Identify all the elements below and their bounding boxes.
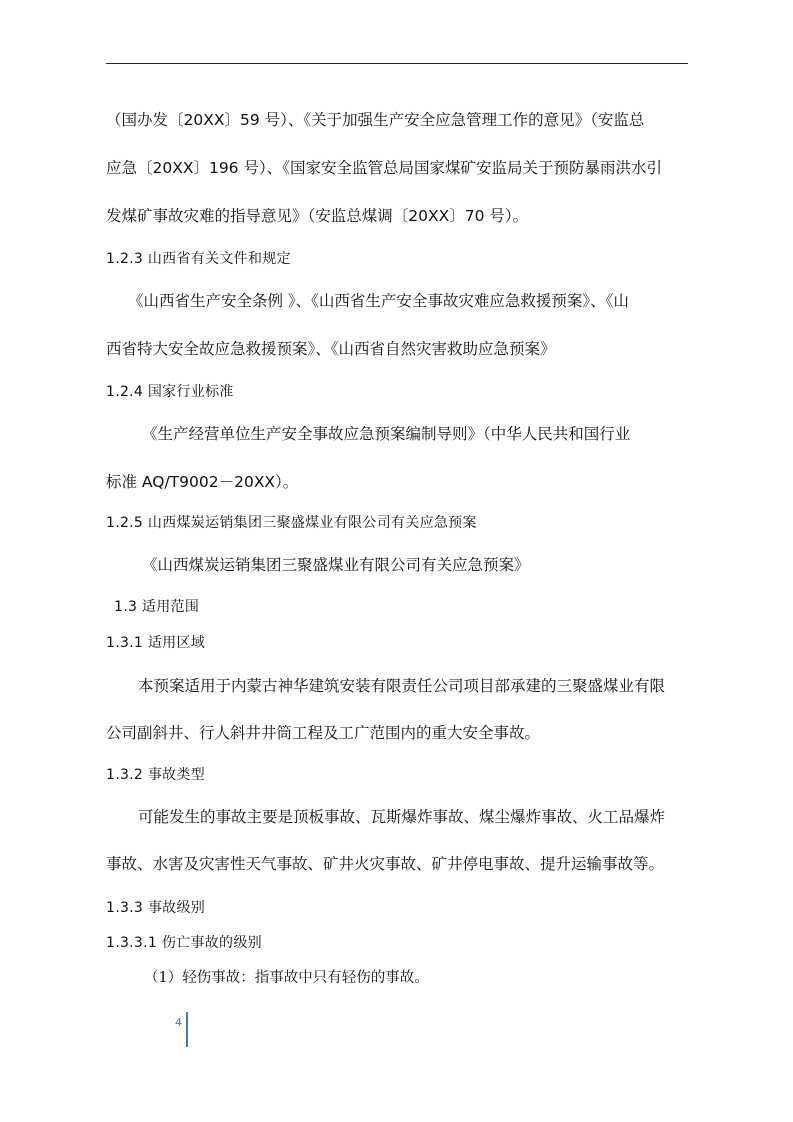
- body-text-line: 标准 AQ/T9002－20XX）。: [106, 473, 299, 491]
- body-text-line: 公司副斜井、行人斜井井筒工程及工广范围内的重大安全事故。: [106, 724, 541, 742]
- section-heading-1-3-2: 1.3.2 事故类型: [106, 767, 206, 783]
- section-heading-1-2-5: 1.2.5 山西煤炭运销集团三聚盛煤业有限公司有关应急预案: [106, 515, 477, 531]
- page-number-bar: [186, 1012, 188, 1047]
- header-rule: [106, 63, 688, 64]
- body-text-line: 事故、水害及灾害性天气事故、矿井火灾事故、矿井停电事故、提升运输事故等。: [106, 855, 665, 873]
- section-heading-1-2-4: 1.2.4 国家行业标准: [106, 384, 234, 400]
- body-text-line: 《山西省生产安全条例 》、《山西省生产安全事故灾难应急救援预案》、《山: [128, 292, 629, 310]
- list-item: （1）轻伤事故：指事故中只有轻伤的事故。: [144, 970, 429, 986]
- section-heading-1-3: 1.3 适用范围: [114, 599, 200, 615]
- section-heading-1-3-3-1: 1.3.3.1 伤亡事故的级别: [106, 935, 262, 951]
- body-text-line: 本预案适用于内蒙古神华建筑安装有限责任公司项目部承建的三聚盛煤业有限: [138, 677, 666, 695]
- page-number: 4: [175, 1016, 182, 1029]
- body-text-line: 应急〔20XX〕196 号）、《国家安全监管总局国家煤矿安监局关于预防暴雨洪水引: [106, 159, 662, 177]
- body-text-line: （国办发〔20XX〕59 号）、《关于加强生产安全应急管理工作的意见》（安监总: [106, 111, 645, 129]
- body-text-line: 《生产经营单位生产安全事故应急预案编制导则》（中华人民共和国行业: [142, 425, 631, 443]
- section-heading-1-2-3: 1.2.3 山西省有关文件和规定: [106, 251, 291, 267]
- section-heading-1-3-3: 1.3.3 事故级别: [106, 900, 206, 916]
- section-heading-1-3-1: 1.3.1 适用区域: [106, 635, 206, 651]
- body-text-line: 可能发生的事故主要是顶板事故、瓦斯爆炸事故、煤尘爆炸事故、火工品爆炸: [138, 808, 666, 826]
- body-text-line: 《山西煤炭运销集团三聚盛煤业有限公司有关应急预案》: [142, 556, 530, 574]
- body-text-line: 发煤矿事故灾难的指导意见》（安监总煤调〔20XX〕70 号）。: [106, 207, 529, 225]
- body-text-line: 西省特大安全故应急救援预案》、《山西省自然灾害救助应急预案》: [106, 340, 556, 358]
